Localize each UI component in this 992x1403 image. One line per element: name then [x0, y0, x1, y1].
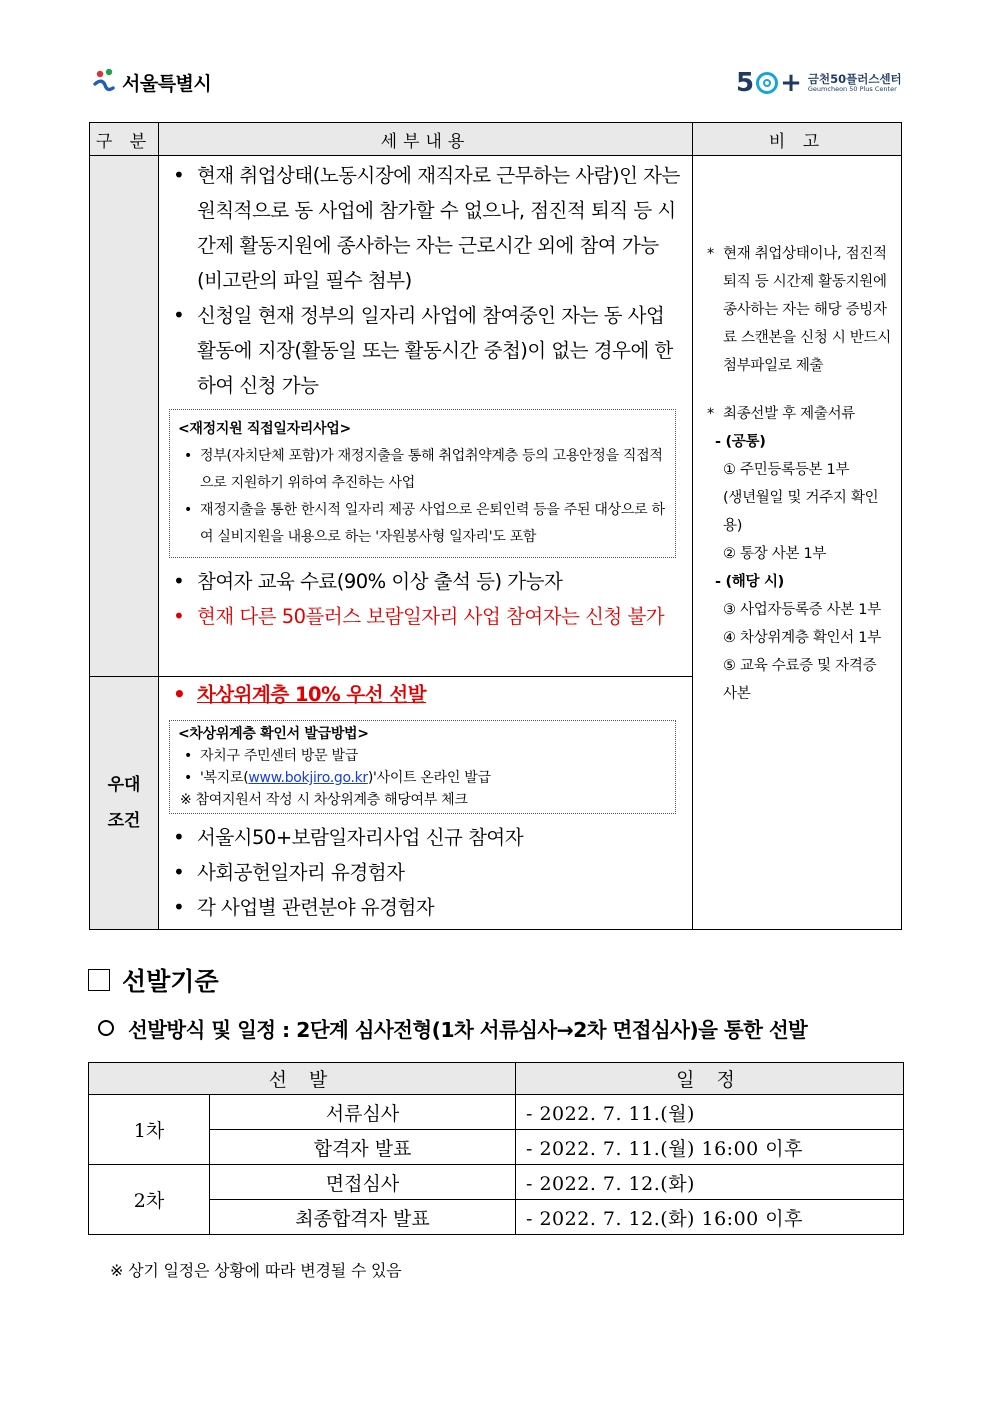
remarks-doc-2: ② 통장 사본 1부 [723, 546, 827, 562]
center-logo-name: 금천50플러스센터 [807, 72, 902, 87]
schedule-header-selection: 선 발 [89, 1063, 516, 1095]
table-row [89, 1165, 904, 1200]
preference-list-2 [159, 820, 692, 925]
remarks-doc-1b: (생년월일 및 거주지 확인용) [723, 490, 879, 534]
schedule-table [88, 1062, 904, 1235]
category-label-line-2: 조건 [107, 811, 141, 831]
selection-method-text: 선발방식 및 일정 : 2단계 심사전형(1차 서류심사→2차 면접심사)을 통한 선발 [128, 1018, 808, 1042]
table-row [89, 1130, 904, 1165]
bokjiro-link[interactable]: www.bokjiro.go.kr [248, 770, 368, 786]
box-item: • 자치구 주민센터 방문 발급 [178, 745, 667, 767]
box-note: ※ 참여지원서 작성 시 차상위계층 해당여부 체크 [180, 792, 468, 808]
center-logo [736, 68, 902, 98]
box-item-with-link [178, 767, 667, 789]
table-row [89, 1200, 904, 1235]
table-row [89, 1095, 904, 1130]
date-cell: - 2022. 7. 11.(월) [516, 1095, 904, 1130]
eligibility-table [89, 122, 902, 930]
category-label-preference [90, 767, 158, 839]
circle-bullet-icon [98, 1020, 114, 1036]
remarks-doc-5: ⑤ 교육 수료증 및 자격증 사본 [723, 658, 877, 702]
center-logo-five: 5 [736, 68, 755, 98]
seoul-logo [92, 66, 211, 98]
item-cell: 최종합격자 발표 [210, 1200, 516, 1235]
box-item-prefix: '복지로( [200, 770, 249, 786]
checkbox-square-icon [88, 969, 110, 991]
header-category: 구 분 [90, 123, 159, 156]
box-title: <재정지원 직접일자리사업> [178, 421, 351, 437]
date-cell: - 2022. 7. 12.(화) 16:00 이후 [516, 1200, 904, 1235]
remarks-doc-4: ④ 차상위계층 확인서 1부 [723, 630, 881, 646]
list-item: • 신청일 현재 정부의 일자리 사업에 참여중인 자는 동 사업 활동에 지장(활동일 또는 활동시간 중첩)이 없는 경우에 한하여 신청 가능 [159, 298, 692, 403]
selection-section-heading [88, 962, 219, 998]
selection-title: 선발기준 [122, 967, 219, 996]
center-logo-subtitle: Geumcheon 50 Plus Center [807, 84, 897, 93]
category-label-line-1: 우대 [107, 775, 141, 795]
category-cell-preference [90, 677, 159, 930]
selection-method-line [98, 1013, 807, 1043]
item-cell: 면접심사 [210, 1165, 516, 1200]
remarks-content [693, 156, 901, 708]
remarks-note-1: * 현재 취업상태이나, 점진적 퇴직 등 시간제 활동지원에 종사하는 자는 해당 증빙자료 스캔본을 신청 시 반드시 첨부파일로 제출 [701, 240, 893, 380]
preference-list [159, 677, 692, 712]
schedule-header-dates: 일 정 [516, 1063, 904, 1095]
details-cell-preference [159, 677, 693, 930]
remarks-common-label: - (공통) [715, 434, 766, 450]
seoul-logo-text: 서울특별시 [122, 72, 212, 95]
remarks-doc-1: ① 주민등록등본 1부 [723, 462, 850, 478]
remarks-doc-3: ③ 사업자등록증 사본 1부 [723, 602, 881, 618]
list-item: • 참여자 교육 수료(90% 이상 출석 등) 가능자 [159, 564, 692, 599]
date-cell: - 2022. 7. 12.(화) [516, 1165, 904, 1200]
remarks-note-2: * 최종선발 후 제출서류 [701, 400, 893, 428]
requirements-list-2 [159, 564, 692, 634]
header-details: 세부내용 [159, 123, 693, 156]
list-item-red: • 현재 다른 50플러스 보람일자리 사업 참여자는 신청 불가 [159, 599, 692, 634]
list-item: • 각 사업별 관련분야 유경험자 [159, 890, 692, 925]
center-logo-ring-icon [756, 72, 778, 94]
header-remarks: 비 고 [693, 123, 902, 156]
low-income-certificate-box [169, 720, 676, 814]
center-logo-mark [736, 68, 802, 98]
date-cell: - 2022. 7. 11.(월) 16:00 이후 [516, 1130, 904, 1165]
stage-cell: 1차 [89, 1095, 210, 1165]
center-logo-plus: + [780, 68, 802, 98]
item-cell: 합격자 발표 [210, 1130, 516, 1165]
stage-cell: 2차 [89, 1165, 210, 1235]
details-cell-1 [159, 156, 693, 677]
list-item: • 서울시50+보람일자리사업 신규 참여자 [159, 820, 692, 855]
category-cell-1 [90, 156, 159, 677]
list-item: • 사회공헌일자리 유경험자 [159, 855, 692, 890]
item-cell: 서류심사 [210, 1095, 516, 1130]
remarks-applicable-label: - (해당 시) [715, 574, 784, 590]
requirements-list [159, 158, 692, 403]
box-item: • 재정지출을 통한 한시적 일자리 제공 사업으로 은퇴인력 등을 주된 대상으로 하여 실비지원을 내용으로 하는 '자원봉사형 일자리'도 포함 [178, 497, 667, 551]
box-item-suffix: )'사이트 온라인 발급 [367, 770, 491, 786]
list-item: • 현재 취업상태(노동시장에 재직자로 근무하는 사람)인 자는 원칙적으로 동 사업에 참가할 수 없으나, 점진적 퇴직 등 시간제 활동지원에 종사하는 자는 근로시간 외에 참여 가능(비고란의 파일 필수 첨부) [159, 158, 692, 298]
schedule-footnote: ※ 상기 일정은 상황에 따라 변경될 수 있음 [110, 1261, 402, 1280]
box-item: • 정부(자치단체 포함)가 재정지출을 통해 취업취약계층 등의 고용안정을 직접적으로 지원하기 위하여 추진하는 사업 [178, 443, 667, 497]
box-title: <차상위계층 확인서 발급방법> [178, 726, 369, 742]
remarks-cell [693, 156, 902, 930]
direct-job-program-box [169, 409, 676, 558]
list-item-priority: • 차상위계층 10% 우선 선발 [159, 677, 692, 712]
seoul-emblem-icon [92, 68, 118, 96]
